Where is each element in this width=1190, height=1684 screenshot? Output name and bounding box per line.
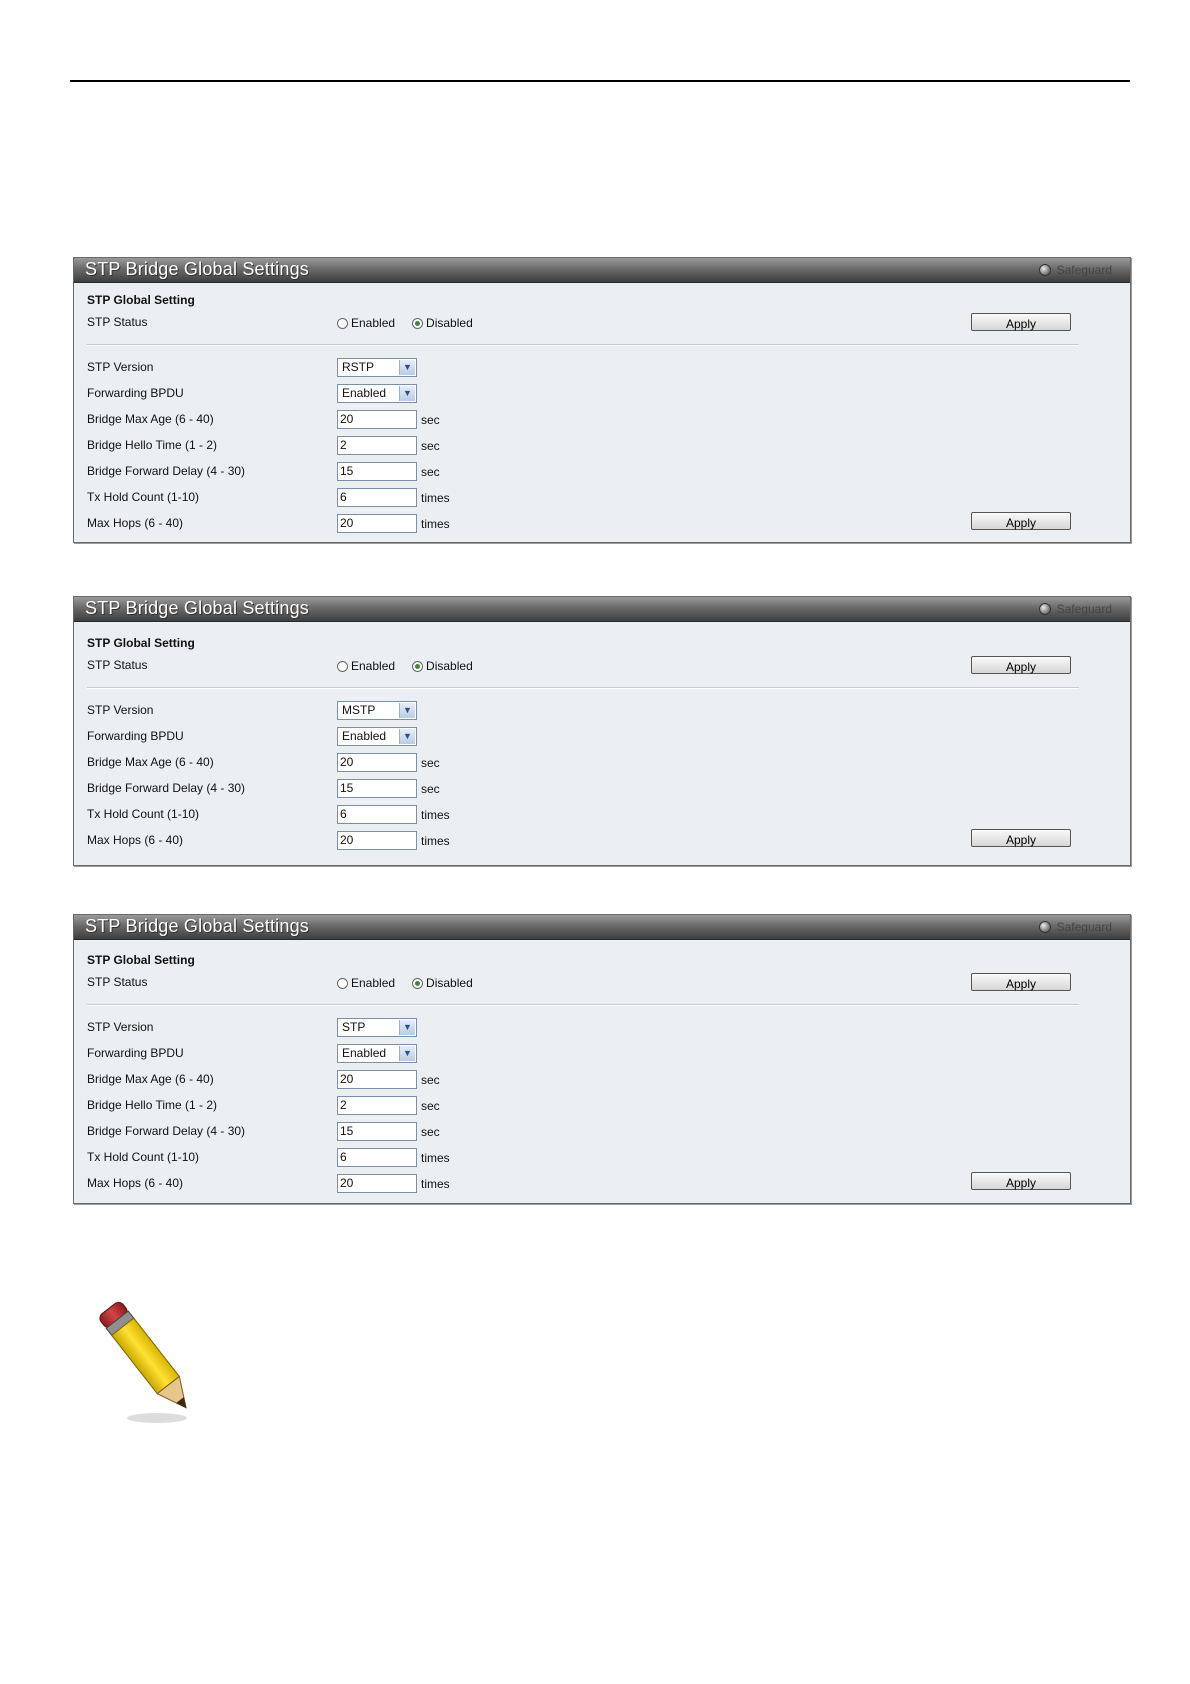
apply-status-button[interactable]: Apply <box>971 973 1071 991</box>
max-hops-input[interactable]: 20 <box>337 1174 417 1193</box>
max-hops-label: Max Hops (6 - 40) <box>87 1176 184 1190</box>
divider <box>87 687 1079 689</box>
bridge-forward-delay-input[interactable]: 15 <box>337 1122 417 1141</box>
tx-hold-count-label: Tx Hold Count (1-10) <box>87 1150 200 1164</box>
max-hops-input[interactable]: 20 <box>337 514 417 533</box>
stp-version-label: STP Version <box>87 360 154 374</box>
stp-status-label: STP Status <box>87 975 148 989</box>
stp-status-enabled-radio[interactable] <box>337 661 348 672</box>
section-title: STP Global Setting <box>87 953 195 967</box>
divider <box>87 344 1079 346</box>
chevron-down-icon[interactable]: ▼ <box>399 386 415 401</box>
chevron-down-icon[interactable]: ▼ <box>399 729 415 744</box>
bridge-max-age-label: Bridge Max Age (6 - 40) <box>87 412 214 426</box>
stp-status-label: STP Status <box>87 315 148 329</box>
stp-version-label: STP Version <box>87 1020 154 1034</box>
bridge-max-age-label: Bridge Max Age (6 - 40) <box>87 1072 214 1086</box>
bridge-hello-time-input[interactable]: 2 <box>337 436 417 455</box>
apply-status-button[interactable]: Apply <box>971 656 1071 674</box>
apply-status-button[interactable]: Apply <box>971 313 1071 331</box>
panel-header <box>74 915 1130 940</box>
stp-status-enabled-label[interactable]: Enabled <box>351 659 396 673</box>
max-hops-input[interactable]: 20 <box>337 831 417 850</box>
bridge-forward-delay-input[interactable]: 15 <box>337 779 417 798</box>
panel-header <box>74 258 1130 283</box>
max-hops-label: Max Hops (6 - 40) <box>87 833 184 847</box>
tx-hold-count-input[interactable]: 6 <box>337 488 417 507</box>
stp-status-disabled-radio[interactable] <box>412 661 423 672</box>
unit-label: times <box>421 491 450 505</box>
panel-header <box>74 597 1130 622</box>
stp-version-value: STP <box>342 1020 366 1034</box>
stp-status-radio-group <box>337 976 473 990</box>
safeguard-indicator <box>1039 602 1112 616</box>
stp-version-label: STP Version <box>87 703 154 717</box>
chevron-down-icon[interactable]: ▼ <box>399 1020 415 1035</box>
stp-status-disabled-label[interactable]: Disabled <box>426 976 473 990</box>
bridge-max-age-label: Bridge Max Age (6 - 40) <box>87 755 214 769</box>
bridge-forward-delay-label: Bridge Forward Delay (4 - 30) <box>87 464 246 478</box>
stp-status-disabled-radio[interactable] <box>412 318 423 329</box>
panel-title: STP Bridge Global Settings <box>85 598 309 618</box>
bridge-max-age-input[interactable]: 20 <box>337 410 417 429</box>
bridge-forward-delay-label: Bridge Forward Delay (4 - 30) <box>87 781 246 795</box>
forwarding-bpdu-label: Forwarding BPDU <box>87 386 184 400</box>
bridge-forward-delay-label: Bridge Forward Delay (4 - 30) <box>87 1124 246 1138</box>
safeguard-icon <box>1039 921 1051 933</box>
forwarding-bpdu-value: Enabled <box>342 1046 387 1060</box>
unit-label: times <box>421 834 450 848</box>
unit-label: times <box>421 517 450 531</box>
unit-label: times <box>421 1177 450 1191</box>
chevron-down-icon[interactable]: ▼ <box>399 703 415 718</box>
stp-status-label: STP Status <box>87 658 148 672</box>
stp-version-value: RSTP <box>342 360 375 374</box>
bridge-hello-time-label: Bridge Hello Time (1 - 2) <box>87 438 218 452</box>
apply-settings-button[interactable]: Apply <box>971 829 1071 847</box>
bridge-forward-delay-input[interactable]: 15 <box>337 462 417 481</box>
tx-hold-count-input[interactable]: 6 <box>337 1148 417 1167</box>
unit-label: sec <box>421 1073 440 1087</box>
forwarding-bpdu-select[interactable] <box>337 1044 417 1063</box>
unit-label: times <box>421 808 450 822</box>
pencil-icon <box>95 1290 205 1430</box>
safeguard-label: Safeguard <box>1056 920 1112 934</box>
stp-version-select[interactable] <box>337 701 417 720</box>
unit-label: sec <box>421 756 440 770</box>
stp-status-enabled-radio[interactable] <box>337 978 348 989</box>
divider <box>87 1004 1079 1006</box>
safeguard-label: Safeguard <box>1056 263 1112 277</box>
chevron-down-icon[interactable]: ▼ <box>399 360 415 375</box>
unit-label: sec <box>421 465 440 479</box>
tx-hold-count-label: Tx Hold Count (1-10) <box>87 807 200 821</box>
apply-settings-button[interactable]: Apply <box>971 512 1071 530</box>
unit-label: sec <box>421 439 440 453</box>
bridge-hello-time-label: Bridge Hello Time (1 - 2) <box>87 1098 218 1112</box>
forwarding-bpdu-label: Forwarding BPDU <box>87 1046 184 1060</box>
stp-status-enabled-label[interactable]: Enabled <box>351 316 396 330</box>
panel-title: STP Bridge Global Settings <box>85 259 309 279</box>
stp-status-enabled-label[interactable]: Enabled <box>351 976 396 990</box>
bridge-hello-time-input[interactable]: 2 <box>337 1096 417 1115</box>
safeguard-label: Safeguard <box>1056 602 1112 616</box>
safeguard-indicator <box>1039 920 1112 934</box>
forwarding-bpdu-select[interactable] <box>337 384 417 403</box>
stp-status-enabled-radio[interactable] <box>337 318 348 329</box>
stp-status-disabled-radio[interactable] <box>412 978 423 989</box>
apply-settings-button[interactable]: Apply <box>971 1172 1071 1190</box>
unit-label: sec <box>421 1099 440 1113</box>
stp-status-disabled-label[interactable]: Disabled <box>426 659 473 673</box>
safeguard-icon <box>1039 264 1051 276</box>
bridge-max-age-input[interactable]: 20 <box>337 753 417 772</box>
stp-version-select[interactable] <box>337 1018 417 1037</box>
stp-status-radio-group <box>337 659 473 673</box>
stp-status-disabled-label[interactable]: Disabled <box>426 316 473 330</box>
unit-label: times <box>421 1151 450 1165</box>
tx-hold-count-input[interactable]: 6 <box>337 805 417 824</box>
bridge-max-age-input[interactable]: 20 <box>337 1070 417 1089</box>
unit-label: sec <box>421 782 440 796</box>
max-hops-label: Max Hops (6 - 40) <box>87 516 184 530</box>
forwarding-bpdu-select[interactable] <box>337 727 417 746</box>
stp-status-radio-group <box>337 316 473 330</box>
stp-settings-panel-stp <box>73 914 1131 1204</box>
tx-hold-count-label: Tx Hold Count (1-10) <box>87 490 200 504</box>
forwarding-bpdu-value: Enabled <box>342 386 387 400</box>
forwarding-bpdu-value: Enabled <box>342 729 387 743</box>
stp-settings-panel-rstp <box>73 257 1131 543</box>
safeguard-indicator <box>1039 263 1112 277</box>
top-rule <box>70 80 1130 82</box>
chevron-down-icon[interactable]: ▼ <box>399 1046 415 1061</box>
section-title: STP Global Setting <box>87 293 195 307</box>
unit-label: sec <box>421 413 440 427</box>
stp-version-value: MSTP <box>342 703 376 717</box>
panel-title: STP Bridge Global Settings <box>85 916 309 936</box>
safeguard-icon <box>1039 603 1051 615</box>
stp-settings-panel-mstp <box>73 596 1131 866</box>
forwarding-bpdu-label: Forwarding BPDU <box>87 729 184 743</box>
unit-label: sec <box>421 1125 440 1139</box>
section-title: STP Global Setting <box>87 636 195 650</box>
stp-version-select[interactable] <box>337 358 417 377</box>
